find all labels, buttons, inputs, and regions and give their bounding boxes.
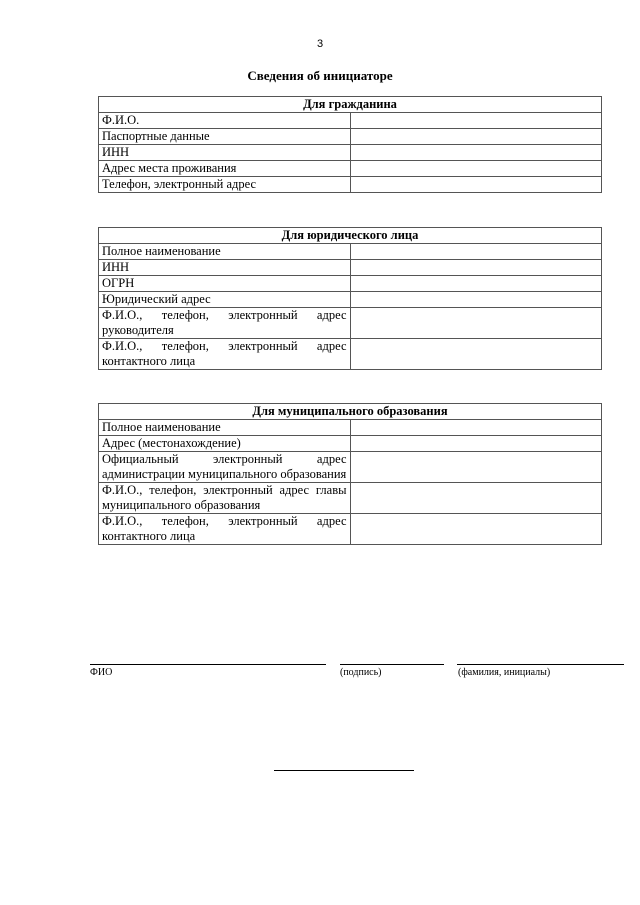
value-field-head-contacts[interactable]: [350, 483, 602, 514]
table-row: [99, 339, 602, 370]
row-label-fio: Ф.И.О.: [99, 113, 351, 129]
value-field-legal-address[interactable]: [350, 292, 602, 308]
value-field-full-name[interactable]: [350, 244, 602, 260]
row-label-location-address: Адрес (местонахождение): [99, 436, 351, 452]
signature-caption: (подпись): [340, 667, 382, 678]
table-row: [99, 177, 602, 193]
value-field-inn[interactable]: [350, 145, 602, 161]
value-field-director-contacts[interactable]: [350, 308, 602, 339]
fio-signature-line[interactable]: [90, 664, 326, 665]
row-label-director-contacts: Ф.И.О., телефон, электронный адрес руководителя: [99, 308, 351, 339]
value-field-inn[interactable]: [350, 260, 602, 276]
value-field-phone-email[interactable]: [350, 177, 602, 193]
value-field-contact-person[interactable]: [350, 514, 602, 545]
row-label-contact-person: Ф.И.О., телефон, электронный адрес контактного лица: [99, 514, 351, 545]
value-field-passport[interactable]: [350, 129, 602, 145]
table-row: [99, 514, 602, 545]
row-label-phone-email: Телефон, электронный адрес: [99, 177, 351, 193]
document-title: Сведения об инициаторе: [247, 68, 393, 83]
citizen-table: [98, 96, 602, 193]
table-row: [99, 420, 602, 436]
signature-line[interactable]: [340, 664, 444, 665]
table-row: [99, 113, 602, 129]
fio-caption: ФИО: [90, 667, 113, 678]
table-row: [99, 145, 602, 161]
value-field-full-name[interactable]: [350, 420, 602, 436]
row-label-passport: Паспортные данные: [99, 129, 351, 145]
row-label-inn: ИНН: [99, 145, 351, 161]
table-row: [99, 436, 602, 452]
value-field-location-address[interactable]: [350, 436, 602, 452]
value-field-ogrn[interactable]: [350, 276, 602, 292]
row-label-ogrn: ОГРН: [99, 276, 351, 292]
table-row: [99, 129, 602, 145]
table-row: [99, 452, 602, 483]
row-label-official-email: Официальный электронный адрес администрации муниципального образования: [99, 452, 351, 483]
row-label-legal-address: Юридический адрес: [99, 292, 351, 308]
value-field-official-email[interactable]: [350, 452, 602, 483]
table-row: [99, 161, 602, 177]
table-row: [99, 260, 602, 276]
row-label-full-name: Полное наименование: [99, 420, 351, 436]
row-label-full-name: Полное наименование: [99, 244, 351, 260]
table-row: [99, 483, 602, 514]
row-label-residence-address: Адрес места проживания: [99, 161, 351, 177]
table-row: [99, 244, 602, 260]
municipality-table-heading: Для муниципального образования: [99, 404, 602, 420]
value-field-fio[interactable]: [350, 113, 602, 129]
row-label-inn: ИНН: [99, 260, 351, 276]
table-row: [99, 292, 602, 308]
value-field-residence-address[interactable]: [350, 161, 602, 177]
citizen-table-heading: Для гражданина: [99, 97, 602, 113]
table-row: [99, 308, 602, 339]
surname-initials-caption: (фамилия, инициалы): [458, 667, 551, 678]
row-label-contact-person: Ф.И.О., телефон, электронный адрес контактного лица: [99, 339, 351, 370]
legal-entity-table: [98, 227, 602, 370]
row-label-head-contacts: Ф.И.О., телефон, электронный адрес главы муниципального образования: [99, 483, 351, 514]
value-field-contact-person[interactable]: [350, 339, 602, 370]
page-number: 3: [316, 38, 324, 50]
table-row: [99, 276, 602, 292]
bottom-divider: [274, 770, 414, 771]
surname-initials-line[interactable]: [457, 664, 624, 665]
municipality-table: [98, 403, 602, 545]
legal-entity-table-heading: Для юридического лица: [99, 228, 602, 244]
